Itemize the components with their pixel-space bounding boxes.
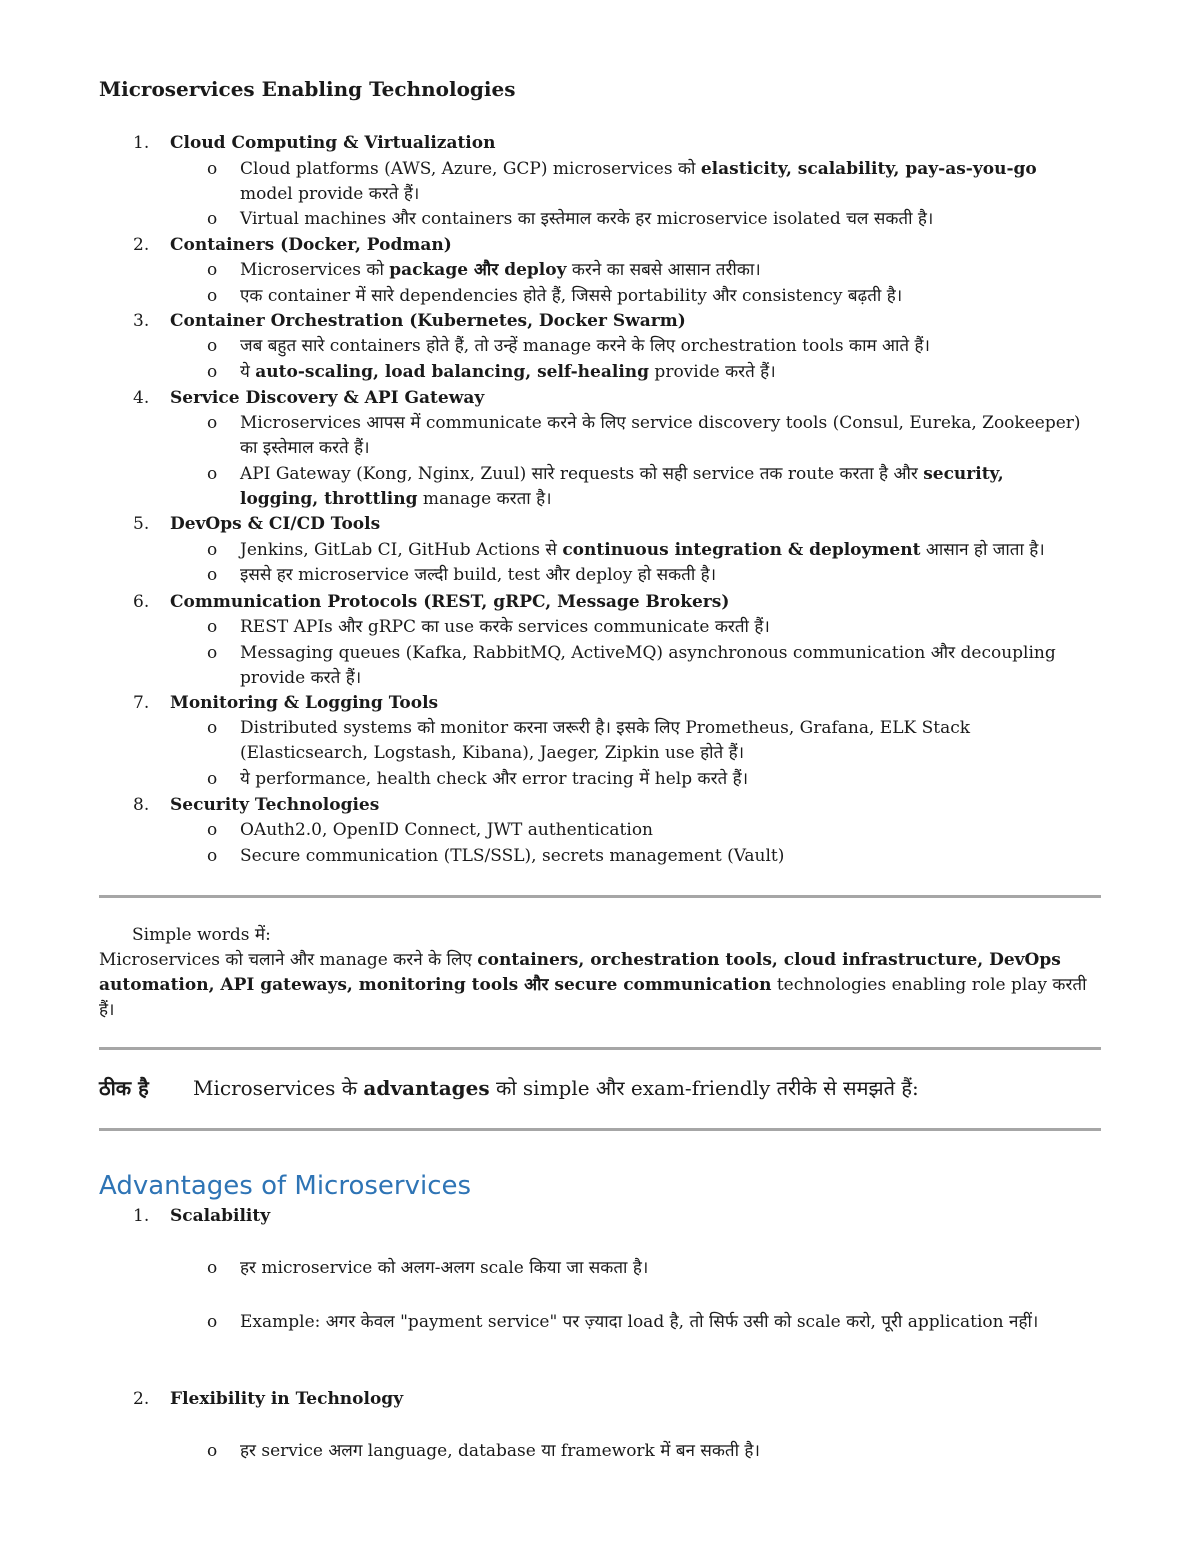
bullet-text: Microservices आपस में communicate करने के लिए service discovery tools (Consul, Eureka, Zookeeper) का इस्तेमाल करते हैं। (240, 413, 1081, 458)
list-item (207, 641, 1087, 691)
list-item (207, 1310, 1087, 1335)
bullet-icon: o (207, 413, 218, 433)
advantages-heading: Advantages of Microservices (99, 1171, 472, 1201)
bullet-text: हर microservice को अलग-अलग scale किया जा सकता है। (240, 1258, 649, 1278)
bullet-icon: o (207, 209, 218, 229)
bullet-text: ये performance, health check और error tracing में help करते हैं। (240, 769, 749, 789)
bullet-bold-text: elasticity, scalability, pay-as-you-go (700, 159, 1037, 179)
section-title: Container Orchestration (Kubernetes, Docker Swarm) (170, 311, 686, 331)
section-title: Containers (Docker, Podman) (170, 235, 452, 255)
bullet-text: Microservices को (240, 260, 390, 280)
bullet-icon: o (207, 769, 218, 789)
bullet-text: Virtual machines और containers का इस्तेमाल करके हर microservice isolated चल सकती है। (240, 209, 934, 229)
intro-text: Microservices के (193, 1076, 364, 1100)
bullet-text: एक container में सारे dependencies होते हैं, जिससे portability और consistency बढ़ती है। (240, 286, 903, 306)
bullet-icon: o (207, 159, 218, 179)
bullet-text: करने का सबसे आसान तरीका। (566, 260, 761, 280)
bullet-text: आसान हो जाता है। (920, 540, 1045, 560)
list-item (207, 767, 1087, 792)
list-number: 8. (133, 795, 150, 815)
bullet-icon: o (207, 540, 218, 560)
document-title: Microservices Enabling Technologies (99, 77, 516, 101)
bullet-text: Secure communication (TLS/SSL), secrets management (Vault) (240, 846, 785, 866)
list-item (207, 462, 1087, 512)
bullet-icon: o (207, 643, 218, 663)
bullet-icon: o (207, 846, 218, 866)
list-item (207, 818, 1087, 843)
bullet-text: Distributed systems को monitor करना जरूरी है। इसके लिए Prometheus, Grafana, ELK Stack (Elasticsearch, Logstash, Kibana), Jaeger, Zipkin use होते हैं। (240, 718, 971, 763)
list-item (207, 157, 1087, 207)
bullet-icon: o (207, 464, 218, 484)
bullet-text: Example: अगर केवल "payment service" पर ज़्यादा load है, तो सिर्फ उसी को scale करो, पूरी application नहीं। (240, 1312, 1039, 1332)
intro-lead: ठीक है (99, 1076, 149, 1100)
list-item (207, 334, 1087, 359)
list-number: 5. (133, 514, 150, 534)
list-item (207, 284, 1087, 309)
paragraph-text: Microservices को चलाने और manage करने के लिए (99, 950, 478, 970)
simple-words-header: Simple words में: (132, 925, 271, 945)
section-title: DevOps & CI/CD Tools (170, 514, 381, 534)
section-title: Security Technologies (170, 795, 380, 815)
bullet-text: REST APIs और gRPC का use करके services communicate करती हैं। (240, 617, 770, 637)
bullet-icon: o (207, 336, 218, 356)
horizontal-divider (99, 1128, 1101, 1131)
bullet-bold-text: auto-scaling, load balancing, self-healing (255, 362, 650, 382)
section-title: Communication Protocols (REST, gRPC, Message Brokers) (170, 592, 730, 612)
bullet-icon: o (207, 1441, 218, 1461)
list-item (207, 1439, 1087, 1464)
list-item (207, 844, 1087, 869)
section-title: Scalability (170, 1206, 271, 1226)
bullet-bold-text: package और deploy (389, 260, 567, 280)
section-title: Service Discovery & API Gateway (170, 388, 485, 408)
bullet-icon: o (207, 1312, 218, 1332)
list-item (207, 615, 1087, 640)
list-item (207, 538, 1087, 563)
bullet-icon: o (207, 286, 218, 306)
intro-line (99, 1074, 919, 1102)
bullet-text: Messaging queues (Kafka, RabbitMQ, ActiveMQ) asynchronous communication और decoupling provide करते हैं। (240, 643, 1056, 688)
paragraph-bold-text: containers, orchestration tools, cloud infrastructure, DevOps automation, API gateways, monitoring tools और secure communication (99, 950, 1061, 995)
bullet-icon: o (207, 1258, 218, 1278)
list-number: 1. (133, 133, 150, 153)
bullet-icon: o (207, 260, 218, 280)
section-title: Flexibility in Technology (170, 1389, 404, 1409)
section-title: Monitoring & Logging Tools (170, 693, 439, 713)
bullet-text: Cloud platforms (AWS, Azure, GCP) microservices को (240, 159, 701, 179)
horizontal-divider (99, 1047, 1101, 1050)
bullet-icon: o (207, 617, 218, 637)
bullet-text: OAuth2.0, OpenID Connect, JWT authentication (240, 820, 654, 840)
bullet-text: Jenkins, GitLab CI, GitHub Actions से (240, 540, 563, 560)
list-item (207, 207, 1087, 232)
simple-words-paragraph (99, 948, 1089, 1023)
bullet-icon: o (207, 718, 218, 738)
list-number: 7. (133, 693, 150, 713)
list-item (207, 360, 1087, 385)
bullet-text: model provide करते हैं। (240, 184, 420, 204)
bullet-icon: o (207, 820, 218, 840)
bullet-text: manage करता है। (417, 489, 552, 509)
bullet-text: ये (240, 362, 256, 382)
list-number: 2. (133, 1389, 150, 1409)
bullet-text: हर service अलग language, database या framework में बन सकती है। (240, 1441, 760, 1461)
bullet-text: API Gateway (Kong, Nginx, Zuul) सारे requests को सही service तक route करता है और (240, 464, 924, 484)
list-item (207, 563, 1087, 588)
horizontal-divider (99, 895, 1101, 898)
bullet-icon: o (207, 362, 218, 382)
list-item (207, 258, 1087, 283)
intro-bold-text: advantages (363, 1076, 490, 1100)
bullet-bold-text: security, logging, throttling (240, 464, 1004, 509)
list-number: 1. (133, 1206, 150, 1226)
paragraph-text: technologies enabling role play करती हैं। (99, 975, 1087, 1020)
list-number: 3. (133, 311, 150, 331)
intro-text: को simple और exam-friendly तरीके से समझते हैं: (489, 1076, 919, 1100)
bullet-text: जब बहुत सारे containers होते हैं, तो उन्हें manage करने के लिए orchestration tools काम आते हैं। (240, 336, 930, 356)
bullet-icon: o (207, 565, 218, 585)
list-item (207, 716, 1087, 766)
list-number: 6. (133, 592, 150, 612)
list-number: 2. (133, 235, 150, 255)
list-item (207, 411, 1087, 461)
bullet-bold-text: continuous integration & deployment (562, 540, 921, 560)
list-number: 4. (133, 388, 150, 408)
list-item (207, 1256, 1087, 1281)
bullet-text: इससे हर microservice जल्दी build, test और deploy हो सकती है। (240, 565, 717, 585)
bullet-text: provide करते हैं। (649, 362, 776, 382)
section-title: Cloud Computing & Virtualization (170, 133, 496, 153)
